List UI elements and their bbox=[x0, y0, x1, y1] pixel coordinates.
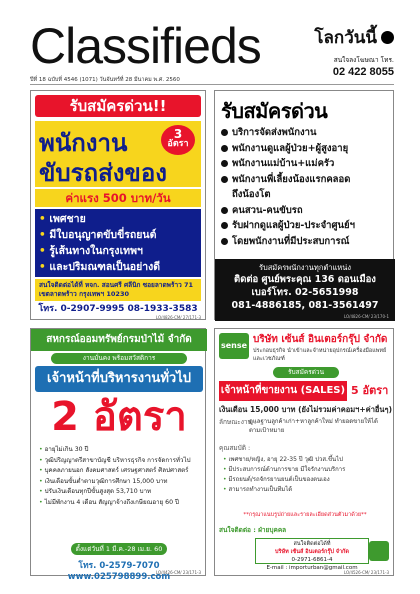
ad3-count: 2 อัตรา bbox=[51, 394, 187, 440]
list-item: • และปริมณฑลเป็นอย่างดี bbox=[39, 259, 197, 275]
list-item: รับฝากดูแลผู้ป่วย-ประจำศูนย์ฯ bbox=[221, 218, 389, 234]
ad2-footer-line2: ติดต่อ ศูนย์พระคุณ 136 ดอนเมือง bbox=[234, 274, 376, 285]
ad4-description: ประกอบธุรกิจ นำเข้าและจำหน่ายอุปกรณ์เครื่องมือแพทย์และเวชภัณฑ์ bbox=[253, 348, 387, 362]
masthead-title: Classifieds bbox=[30, 18, 261, 74]
ad4-contact-label: สนใจติดต่อ : ฝ่ายบุคคล bbox=[219, 526, 287, 534]
list-item: พนักงานดูแลผู้ป่วย+ผู้สูงอายุ bbox=[221, 141, 389, 157]
ad-driver-recruitment bbox=[30, 90, 206, 320]
ad1-job-title-line2: ขับรถส่งของ bbox=[39, 159, 167, 187]
ad-staffing-recruitment bbox=[214, 90, 394, 320]
ad3-header: สหกรณ์ออมทรัพย์กรมป่าไม้ จำกัด bbox=[31, 329, 207, 351]
ad4-contact-box bbox=[255, 538, 369, 571]
ad-forestry-coop bbox=[30, 328, 206, 582]
ad1-apply-info: สนใจติดต่อได้ที่ หจก. สอนศรี ศลีนิก ซอยลาดพร้าว 71 เขตลาดพร้าว กรุงเทพฯ 10230 bbox=[35, 279, 201, 301]
list-item: • ปรับเงินเดือนทุกปีขั้นสูงสุด 53,710 บาท bbox=[39, 487, 203, 498]
ad4-box-line1: สนใจติดต่อได้ที่ bbox=[293, 541, 331, 547]
ad4-box-company: บริษัท เซ้นส์ อินเตอร์กรุ๊ป จำกัด bbox=[275, 549, 349, 555]
ad3-subheader: งานมั่นคง พร้อมสวัสดิการ bbox=[51, 353, 187, 364]
ad3-position: เจ้าหน้าที่บริหารงานทั่วไป bbox=[35, 366, 203, 392]
ad4-salary: เงินเดือน 15,000 บาท (ยังไม่รวมค่าคอมฯ+ค่าอื่นๆ) bbox=[219, 405, 392, 414]
ad4-company: บริษัท เซ้นส์ อินเตอร์กรุ๊ป จำกัด bbox=[253, 334, 388, 345]
list-item: • วุฒิปริญญาตรีสาขาบัญชี บริหารธุรกิจ การจัดการทั่วไป bbox=[39, 456, 203, 467]
brand-logo bbox=[314, 24, 394, 51]
ad4-duty-label: ลักษณะงาน : bbox=[219, 418, 257, 426]
ad-sense-intergroup bbox=[214, 328, 394, 576]
list-item: คนสวน-คนขับรถ bbox=[221, 203, 389, 219]
ad1-wage: ค่าแรง 500 บาท/วัน bbox=[35, 189, 201, 207]
ad2-footer-line1: รับสมัครพนักงานทุกตำแหน่ง bbox=[258, 263, 352, 272]
ad3-apply-dates: ตั้งแต่วันที่ 1 มี.ค.-28 เม.ย. 60 bbox=[71, 543, 167, 555]
list-item: พนักงานพี่เลี้ยงน้องแรกคลอด bbox=[221, 172, 389, 188]
ad4-qualifications bbox=[223, 455, 389, 495]
ad2-contact-footer bbox=[215, 259, 395, 321]
masthead-divider bbox=[30, 84, 394, 85]
ad1-requirements bbox=[35, 209, 201, 277]
list-item: • อายุไม่เกิน 30 ปี bbox=[39, 445, 203, 456]
ad1-badge-text: อัตรา bbox=[167, 139, 189, 149]
brand-block bbox=[314, 24, 394, 78]
ad4-box-phone: 0-2971-6861-4 bbox=[291, 557, 333, 563]
list-item: • มีใบอนุญาตขับขี่รถยนต์ bbox=[39, 227, 197, 243]
ad1-job-title-line1: พนักงาน bbox=[39, 129, 128, 157]
list-item: • เงินเดือนขั้นต่ำตามวุฒิการศึกษา 15,000 บาท bbox=[39, 477, 203, 488]
ad2-footer-line4: 081-4886185, 081-3561497 bbox=[231, 300, 379, 311]
ad3-phone-web: โทร. 0-2579-7070 www.025798899.com bbox=[67, 561, 171, 582]
list-item: พนักงานแม่บ้าน+แม่ครัว bbox=[221, 156, 389, 172]
brand-sub: สนใจลงโฆษณา โทร. bbox=[333, 56, 394, 64]
ad4-position: เจ้าหน้าที่ขายงาน (SALES) bbox=[219, 381, 347, 401]
ad4-prop-label: คุณสมบัติ : bbox=[219, 444, 251, 452]
ad2-title: รับสมัครด่วน bbox=[221, 99, 328, 123]
ad2-footer-line3: เบอร์โทร. 02-5651998 bbox=[251, 287, 359, 298]
ad1-count-badge bbox=[161, 125, 195, 155]
list-item: • ไม่มีพักงาน 4 เดือน สัญญาจ้างถึงเกษียณอายุ 60 ปี bbox=[39, 498, 203, 509]
ad2-code: LO/4826-CM/ 23/170-1 bbox=[343, 314, 389, 319]
ad4-duty: ดูแลฐานลูกค้าเก่า+หาลูกค้าใหม่ ทำยอดขายให้ได้ตามเป้าหมาย bbox=[249, 418, 378, 434]
issue-line: ปีที่ 18 ฉบับที่ 4546 (1071) วันจันทร์ที่ 28 มีนาคม พ.ศ. 2560 bbox=[30, 77, 180, 83]
brand-name: โลกวันนี้ bbox=[314, 28, 377, 48]
ad4-code: LO/4526-CM/ 23/171-3 bbox=[343, 570, 389, 575]
company-logo: sense bbox=[219, 333, 249, 359]
brand-phone: 02 422 8055 bbox=[332, 66, 394, 78]
list-item: • มีประสบการณ์ด้านการขาย มีใจรักงานบริการ bbox=[223, 465, 389, 475]
list-item: • บุคคลภายนอก สังคมศาสตร์ เศรษฐศาสตร์ ศิลปศาสตร์ bbox=[39, 466, 203, 477]
list-item: • เพศชาย/หญิง, อายุ 22-35 ปี วุฒิ ปวส.ขึ้นไป bbox=[223, 455, 389, 465]
sense-logo-icon bbox=[369, 541, 389, 561]
list-item: • รู้เส้นทางในกรุงเทพฯ bbox=[39, 243, 197, 259]
list-item: บริการจัดส่งพนักงาน bbox=[221, 125, 389, 141]
ad4-note: **กรุณาแนบรูปถ่ายและรายละเอียดส่วนตัวมาด้วย** bbox=[243, 512, 367, 518]
ad1-headline: รับสมัครด่วน!! bbox=[35, 95, 201, 117]
list-item: • เพศชาย bbox=[39, 211, 197, 227]
ad4-box-email: E-mail : importurban@gmail.com bbox=[266, 565, 358, 571]
brand-globe-icon bbox=[381, 31, 394, 44]
list-item: โดยพนักงานที่มีประสบการณ์ bbox=[221, 234, 389, 250]
list-item: • มีรถยนต์/รถจักรยานยนต์เป็นของตนเอง bbox=[223, 475, 389, 485]
ad1-phone: โทร. 0-2907-9995 08-1933-3583 bbox=[38, 304, 198, 314]
ad3-code: LO/4426-CM/ 23/171-3 bbox=[155, 570, 201, 575]
list-item: ถึงน้องโต bbox=[232, 189, 271, 200]
ad2-services bbox=[221, 125, 389, 249]
ad3-requirements bbox=[39, 445, 203, 508]
ad4-position-row bbox=[219, 381, 391, 401]
ad4-position-count: 5 อัตรา bbox=[351, 384, 389, 397]
ad1-job-title-box bbox=[35, 121, 201, 187]
ad1-code: LO/4826-CM/ 27/171-3 bbox=[155, 315, 201, 320]
ad4-tag: รับสมัครด่วน bbox=[273, 367, 339, 378]
list-item: • สามารถทำงานเป็นทีมได้ bbox=[223, 485, 389, 495]
ad1-badge-num: 3 bbox=[173, 127, 183, 141]
